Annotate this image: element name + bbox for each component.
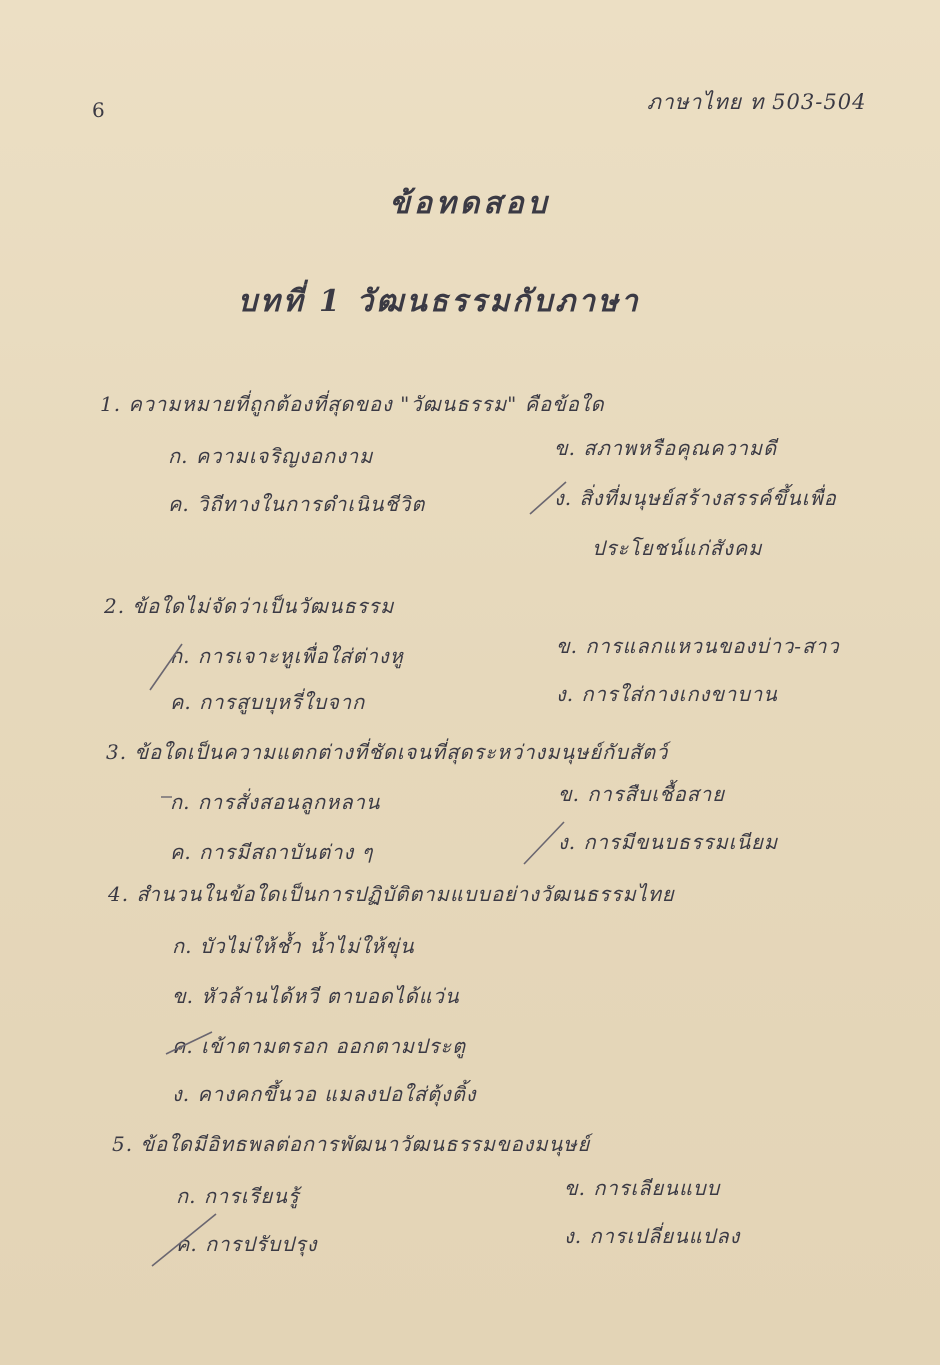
question-2-option-c: ค. การสูบบุหรี่ใบจาก xyxy=(170,690,366,714)
question-5-option-b: ข. การเลียนแบบ xyxy=(564,1176,721,1200)
question-4-stem: 4. สำนวนในข้อใดเป็นการปฏิบัติตามแบบอย่างวัฒนธรรมไทย xyxy=(108,882,675,906)
question-1-option-d-continued: ประโยชน์แก่สังคม xyxy=(592,536,763,560)
page-title: ข้อทดสอบ xyxy=(389,186,551,221)
question-4-option-c: ค. เข้าตามตรอก ออกตามประตู xyxy=(172,1034,467,1058)
running-head: ภาษาไทย ท 503-504 xyxy=(647,90,867,114)
question-3-option-d: ง. การมีขนบธรรมเนียม xyxy=(558,830,779,854)
question-4-option-a: ก. บัวไม่ให้ช้ำ น้ำไม่ให้ขุ่น xyxy=(172,934,415,958)
question-2-option-d: ง. การใส่กางเกงขาบาน xyxy=(556,682,778,706)
question-2-option-b: ข. การแลกแหวนของบ่าว-สาว xyxy=(556,634,840,658)
question-4-option-d: ง. คางคกขึ้นวอ แมลงปอใส่ตุ้งติ้ง xyxy=(172,1082,477,1106)
page-number: 6 xyxy=(92,98,105,122)
question-1-stem: 1. ความหมายที่ถูกต้องที่สุดของ "วัฒนธรรม" คือข้อใด xyxy=(100,392,605,416)
question-5-stem: 5. ข้อใดมีอิทธพลต่อการพัฒนาวัฒนธรรมของมนุษย์ xyxy=(112,1132,591,1156)
question-3-stem: 3. ข้อใดเป็นความแตกต่างที่ชัดเจนที่สุดระหว่างมนุษย์กับสัตว์ xyxy=(106,740,669,764)
question-5-option-c: ค. การปรับปรุง xyxy=(176,1232,318,1256)
question-5-option-d: ง. การเปลี่ยนแปลง xyxy=(564,1224,741,1248)
question-1-option-b: ข. สภาพหรือคุณความดี xyxy=(554,436,778,460)
question-2-stem: 2. ข้อใดไม่จัดว่าเป็นวัฒนธรรม xyxy=(104,594,395,618)
question-3-option-c: ค. การมีสถาบันต่าง ๆ xyxy=(170,840,374,864)
question-3-option-a: ก. การสั่งสอนลูกหลาน xyxy=(170,790,381,814)
question-1-option-d: ง. สิ่งที่มนุษย์สร้างสรรค์ขึ้นเพื่อ xyxy=(554,486,837,510)
question-3-option-b: ข. การสืบเชื้อสาย xyxy=(558,782,725,806)
question-4-option-b: ข. หัวล้านได้หวี ตาบอดได้แว่น xyxy=(172,984,460,1008)
question-5-option-a: ก. การเรียนรู้ xyxy=(176,1184,300,1208)
question-1-option-a: ก. ความเจริญงอกงาม xyxy=(168,444,374,468)
chapter-title: บทที่ 1 วัฒนธรรมกับภาษา xyxy=(238,284,641,319)
question-1-option-c: ค. วิถีทางในการดำเนินชีวิต xyxy=(168,492,426,516)
question-2-option-a: ก. การเจาะหูเพื่อใส่ต่างหู xyxy=(170,644,404,668)
